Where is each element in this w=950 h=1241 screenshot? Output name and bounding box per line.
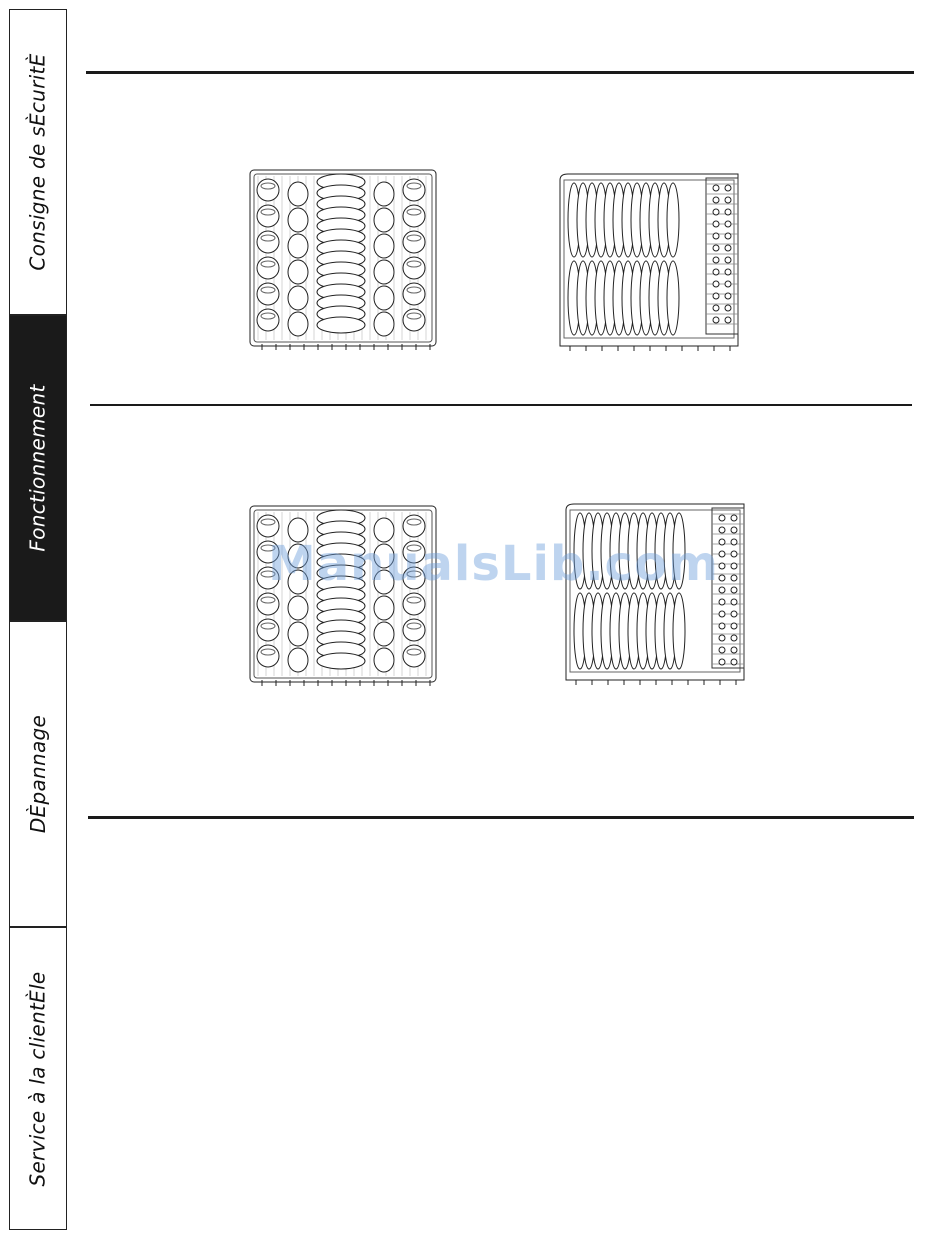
cup <box>403 179 425 201</box>
sidebar-tab-operation[interactable] <box>9 315 67 621</box>
watermark-text: ManualsLib.com <box>268 536 719 592</box>
sidebar-tab-label: Service à la clientÈle <box>26 970 50 1187</box>
utensil <box>731 587 737 593</box>
sidebar-tab-label: DÈpannage <box>26 714 51 834</box>
glass <box>288 312 308 336</box>
utensil <box>725 257 731 263</box>
cup <box>257 593 279 615</box>
utensil <box>719 515 725 521</box>
bowl <box>317 653 365 669</box>
utensil <box>713 245 719 251</box>
cup <box>257 179 279 201</box>
cup <box>403 283 425 305</box>
utensil <box>731 575 737 581</box>
glass <box>288 234 308 258</box>
utensil <box>725 221 731 227</box>
utensil <box>731 599 737 605</box>
utensil <box>719 647 725 653</box>
sidebar-tab-label: Consigne de sÈcuritÈ <box>26 53 51 271</box>
bottom-rack-illustration <box>562 500 756 690</box>
sidebar-tab-customer-service[interactable] <box>9 927 67 1230</box>
cup <box>257 231 279 253</box>
cup <box>257 283 279 305</box>
glass <box>374 260 394 284</box>
utensil <box>719 539 725 545</box>
utensil <box>731 611 737 617</box>
top-rack-illustration <box>248 504 438 690</box>
utensil <box>713 293 719 299</box>
glass <box>374 648 394 672</box>
cup <box>257 645 279 667</box>
glass <box>288 260 308 284</box>
utensil <box>719 587 725 593</box>
cup <box>257 205 279 227</box>
plate <box>667 261 679 335</box>
glass <box>374 208 394 232</box>
utensil <box>719 635 725 641</box>
utensil <box>725 317 731 323</box>
utensil <box>725 305 731 311</box>
cup <box>257 309 279 331</box>
utensil <box>731 647 737 653</box>
utensil <box>713 185 719 191</box>
utensil <box>731 635 737 641</box>
utensil <box>713 317 719 323</box>
glass <box>374 312 394 336</box>
glass <box>288 596 308 620</box>
cup <box>403 645 425 667</box>
glass <box>374 182 394 206</box>
utensil <box>713 221 719 227</box>
utensil <box>719 527 725 533</box>
sidebar-tab-safety[interactable] <box>9 9 67 315</box>
utensil <box>719 623 725 629</box>
utensil <box>713 197 719 203</box>
utensil <box>731 551 737 557</box>
cup <box>403 309 425 331</box>
plate <box>673 593 685 669</box>
utensil <box>713 257 719 263</box>
utensil <box>725 281 731 287</box>
top-rack-illustration <box>248 168 438 354</box>
utensil <box>719 551 725 557</box>
utensil <box>719 563 725 569</box>
glass <box>374 596 394 620</box>
cup <box>257 515 279 537</box>
cup <box>403 515 425 537</box>
glass <box>374 234 394 258</box>
utensil <box>713 281 719 287</box>
utensil <box>731 527 737 533</box>
utensil <box>725 209 731 215</box>
utensil <box>713 209 719 215</box>
cup <box>403 593 425 615</box>
utensil <box>719 575 725 581</box>
plate <box>667 183 679 257</box>
glass <box>288 622 308 646</box>
utensil <box>731 563 737 569</box>
bowl <box>317 317 365 333</box>
utensil <box>725 269 731 275</box>
utensil <box>713 269 719 275</box>
utensil <box>731 539 737 545</box>
sidebar-tab-troubleshooting[interactable] <box>9 621 67 927</box>
utensil <box>725 197 731 203</box>
cup <box>257 257 279 279</box>
utensil <box>713 233 719 239</box>
glass <box>288 208 308 232</box>
cup <box>403 205 425 227</box>
utensil <box>725 245 731 251</box>
utensil <box>725 233 731 239</box>
utensil <box>731 623 737 629</box>
glass <box>288 286 308 310</box>
utensil <box>719 611 725 617</box>
sidebar-tab-label: Fonctionnement <box>26 384 50 552</box>
cup <box>403 257 425 279</box>
glass <box>374 622 394 646</box>
section-divider <box>86 71 914 74</box>
utensil <box>713 305 719 311</box>
cup <box>403 619 425 641</box>
utensil <box>731 659 737 665</box>
utensil <box>725 293 731 299</box>
glass <box>288 648 308 672</box>
cup <box>403 231 425 253</box>
utensil <box>725 185 731 191</box>
bottom-rack-illustration <box>556 170 750 356</box>
cup <box>257 619 279 641</box>
glass <box>374 286 394 310</box>
utensil <box>719 659 725 665</box>
section-divider <box>88 816 914 819</box>
utensil <box>719 599 725 605</box>
glass <box>288 182 308 206</box>
utensil <box>731 515 737 521</box>
section-divider <box>90 404 912 406</box>
